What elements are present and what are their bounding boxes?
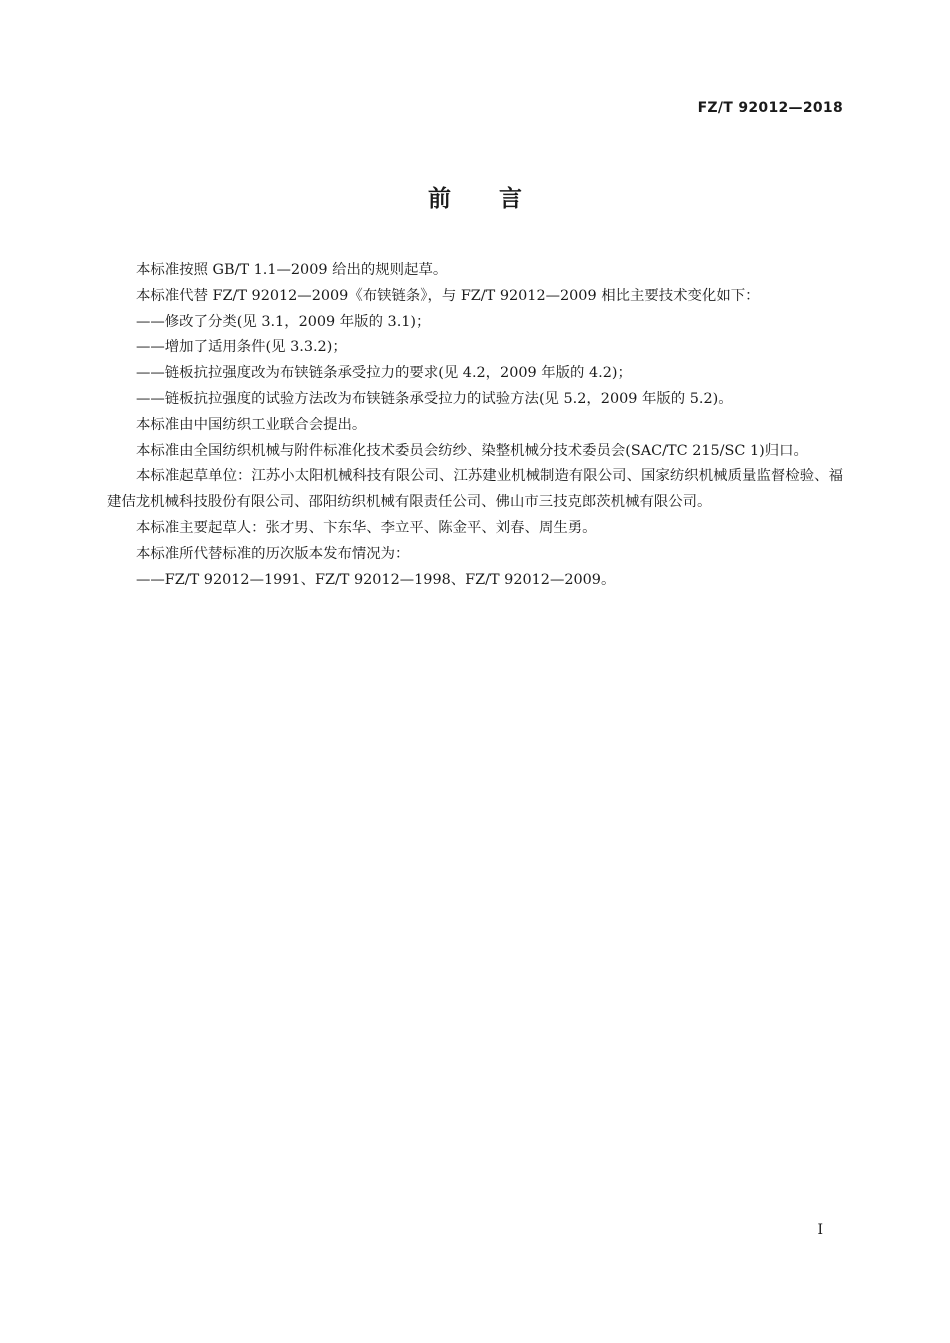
page-title: 前言	[428, 186, 570, 212]
change-item-test-method: ——链板抗拉强度的试验方法改为布铗链条承受拉力的试验方法(见 5.2，2009 年版的 5.2)。	[136, 390, 733, 407]
paragraph-drafting-units: 本标准起草单位：江苏小太阳机械科技有限公司、江苏建业机械制造有限公司、国家纺织机械质量监督检验、福建佶龙机械科技股份有限公司、邵阳纺织机械有限责任公司、佛山市三技克郎茨机械有限公司。	[107, 468, 843, 511]
standard-code: FZ/T 92012—2018	[697, 100, 843, 116]
page-number: I	[817, 1222, 823, 1238]
paragraph-replaces: 本标准代替 FZ/T 92012—2009《布铗链条》，与 FZ/T 92012—2009 相比主要技术变化如下：	[136, 287, 760, 304]
change-item-conditions: ——增加了适用条件(见 3.3.2)；	[136, 339, 347, 356]
paragraph-drafting-rules: 本标准按照 GB/T 1.1—2009 给出的规则起草。	[136, 262, 448, 278]
change-item-classification: ——修改了分类(见 3.1，2009 年版的 3.1)；	[136, 313, 431, 330]
paragraph-proposed-by: 本标准由中国纺织工业联合会提出。	[136, 416, 367, 433]
paragraph-administered-by: 本标准由全国纺织机械与附件标准化技术委员会纺纱、染整机械分技术委员会(SAC/TC 215/SC 1)归口。	[136, 442, 808, 459]
paragraph-previous-editions-list: ——FZ/T 92012—1991、FZ/T 92012—1998、FZ/T 92012—2009。	[136, 571, 616, 588]
change-item-tensile-requirement: ——链板抗拉强度改为布铗链条承受拉力的要求(见 4.2，2009 年版的 4.2)；	[136, 365, 632, 382]
paragraph-previous-editions-intro: 本标准所代替标准的历次版本发布情况为：	[136, 545, 410, 562]
foreword-body	[107, 258, 843, 593]
paragraph-drafters: 本标准主要起草人：张才男、卞东华、李立平、陈金平、刘春、周生勇。	[136, 519, 597, 536]
